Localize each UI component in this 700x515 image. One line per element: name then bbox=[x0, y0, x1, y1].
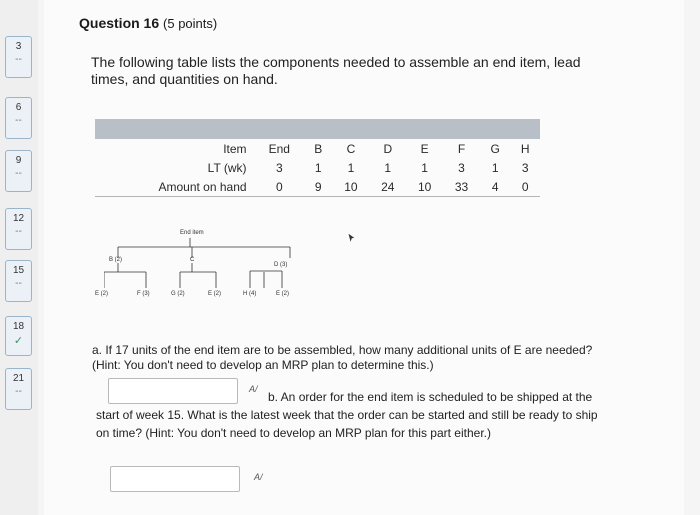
table-cell: F bbox=[457, 141, 466, 156]
nav-number: 18 bbox=[12, 321, 25, 332]
table-row-lead-time bbox=[95, 158, 540, 177]
question-intro: The following table lists the components needed to assemble an end item, lead times, and quantities on hand. bbox=[91, 54, 581, 87]
row-label: Amount on hand bbox=[95, 177, 255, 197]
tree-node-d: D (3) bbox=[274, 262, 288, 268]
product-structure-tree bbox=[95, 225, 324, 315]
table-cell: 0 bbox=[255, 177, 305, 197]
row-label: Item bbox=[223, 141, 247, 156]
tree-node-e: E (2) bbox=[208, 291, 222, 297]
mouse-cursor-icon bbox=[347, 232, 357, 244]
part-b-answer-input[interactable] bbox=[110, 466, 240, 492]
part-b-prompt: b. An order for the end item is scheduled to be shipped at the start of week 15. What is the latest week that the order can be started and still be ready to ship on time? (Hint: You don't need to develop an MRP plan for this part either.) bbox=[96, 390, 598, 440]
question-number: Question 16 bbox=[79, 15, 160, 31]
question-panel bbox=[44, 0, 684, 515]
table-cell: D bbox=[383, 141, 393, 156]
nav-number: 15 bbox=[12, 265, 25, 276]
nav-number: 6 bbox=[15, 102, 22, 113]
table-cell: 24 bbox=[369, 177, 406, 197]
spellcheck-icon[interactable]: A/ bbox=[254, 472, 263, 482]
table-cell: G bbox=[490, 141, 500, 156]
nav-question-12[interactable] bbox=[5, 208, 32, 250]
nav-question-15[interactable] bbox=[5, 260, 32, 302]
tree-node-c: C bbox=[190, 257, 195, 263]
table-cell: 0 bbox=[510, 177, 540, 197]
table-cell: 1 bbox=[347, 160, 355, 175]
nav-question-18[interactable] bbox=[5, 316, 32, 356]
table-cell: 1 bbox=[314, 160, 322, 175]
tree-node-g: G (2) bbox=[171, 291, 185, 297]
components-table bbox=[95, 119, 540, 197]
table-cell: 10 bbox=[406, 177, 443, 197]
table-row-item bbox=[95, 139, 540, 158]
table-cell: 3 bbox=[275, 160, 283, 175]
table-cell: 3 bbox=[458, 160, 465, 175]
table-cell: 33 bbox=[443, 177, 480, 197]
table-cell: H bbox=[520, 141, 530, 156]
question-navigator bbox=[0, 0, 38, 515]
nav-status: -- bbox=[15, 278, 22, 289]
nav-question-6[interactable] bbox=[5, 97, 32, 139]
tree-node-e: E (2) bbox=[276, 291, 290, 297]
nav-number: 9 bbox=[15, 155, 22, 166]
spellcheck-icon[interactable]: A/ bbox=[249, 384, 258, 394]
nav-status: -- bbox=[15, 168, 22, 179]
table-row-on-hand bbox=[95, 177, 540, 197]
nav-number: 3 bbox=[15, 41, 22, 52]
table-cell: E bbox=[420, 141, 429, 156]
tree-node-f: F (3) bbox=[137, 291, 150, 297]
table-cell: 4 bbox=[480, 177, 511, 197]
table-cell: B bbox=[314, 141, 323, 156]
question-title bbox=[79, 15, 217, 31]
nav-question-21[interactable] bbox=[5, 368, 32, 410]
nav-question-9[interactable] bbox=[5, 150, 32, 192]
nav-status: -- bbox=[15, 54, 22, 65]
table-cell: 1 bbox=[384, 160, 392, 175]
table-cell: 1 bbox=[421, 160, 428, 175]
check-icon: ✓ bbox=[13, 335, 24, 347]
nav-status: -- bbox=[15, 226, 22, 237]
nav-number: 12 bbox=[12, 213, 25, 224]
table-cell: 10 bbox=[332, 177, 369, 197]
row-label: LT (wk) bbox=[207, 160, 247, 175]
tree-node-b: B (2) bbox=[109, 257, 123, 263]
nav-status: -- bbox=[15, 115, 22, 126]
table-header-bar bbox=[95, 119, 540, 139]
part-a-prompt: a. If 17 units of the end item are to be assembled, how many additional units of E are needed? (Hint: You don't need to develop an MRP plan to determine this.) bbox=[92, 343, 593, 372]
table-cell: C bbox=[346, 141, 356, 156]
table-cell: 3 bbox=[521, 160, 529, 175]
question-points: (5 points) bbox=[163, 16, 218, 31]
table-cell: 1 bbox=[491, 160, 499, 175]
tree-node-h: H (4) bbox=[243, 291, 257, 297]
nav-status: -- bbox=[15, 386, 22, 397]
table-cell: End bbox=[268, 141, 290, 156]
tree-node-e: E (2) bbox=[95, 291, 109, 297]
nav-question-3[interactable] bbox=[5, 36, 32, 78]
table-cell: 9 bbox=[304, 177, 332, 197]
tree-connectors bbox=[104, 225, 324, 315]
tree-node-end-item: End item bbox=[180, 230, 204, 236]
nav-number: 21 bbox=[12, 373, 25, 384]
